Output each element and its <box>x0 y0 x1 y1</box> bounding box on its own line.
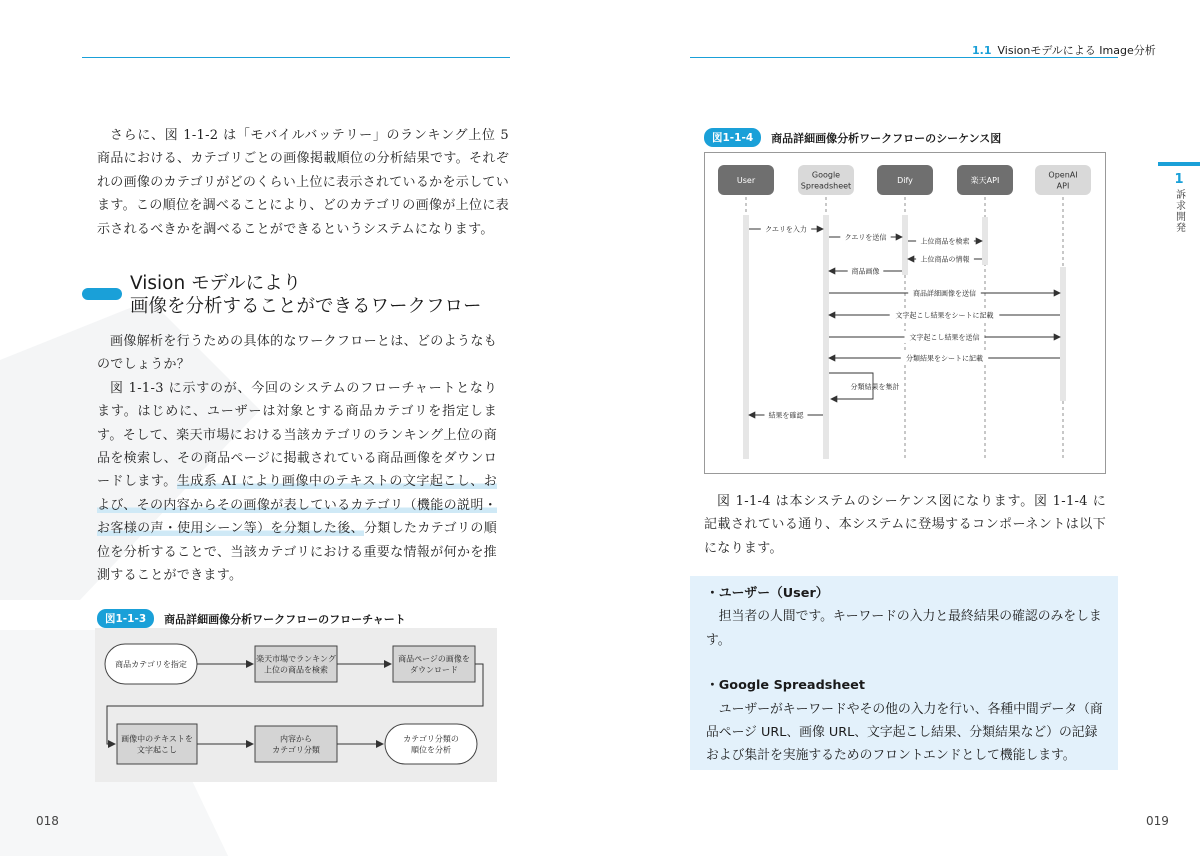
flow-node-label: 商品カテゴリを指定 <box>115 659 187 669</box>
section-title <box>130 272 530 318</box>
message-label: クエリを入力 <box>765 225 807 234</box>
figure-caption-1-1-3 <box>97 609 406 628</box>
section-marker <box>82 288 122 300</box>
figure-badge: 図1-1-3 <box>97 609 154 628</box>
participant-label: Google <box>811 170 841 180</box>
component-user-title: ・ユーザー（User） <box>706 586 829 601</box>
sequence-paragraph-text: 図 1-1-4 は本システムのシーケンス図になります。図 1-1-4 に記載されている通り、本システムに登場するコンポーネントは以下になります。 <box>704 494 1106 556</box>
paragraph-2-part1: 図 1-1-3 に示すのが、今回のシステムのフローチャートとなります。はじめに、ユーザーは対象とする商品カテゴリを指定します。そして、楽天市場における当該カテゴリのランキング上位の商品を検索し、その商品ページに掲載されている商品画像をダウンロードします。 <box>97 380 497 490</box>
header-rule <box>82 57 510 58</box>
message-label: 上位商品を検索 <box>920 237 970 246</box>
message-label: クエリを送信 <box>844 233 887 242</box>
component-user <box>706 582 1106 652</box>
figure-caption-1-1-4 <box>704 128 1001 147</box>
flow-node-label: カテゴリ分類の <box>403 734 459 744</box>
figure-caption-text: 商品詳細画像分析ワークフローのシーケンス図 <box>771 131 1002 145</box>
participant-label: API <box>1056 181 1070 191</box>
activation-bar <box>823 215 829 459</box>
flowchart <box>95 628 497 782</box>
components-list <box>706 582 1106 768</box>
component-spreadsheet <box>706 674 1106 768</box>
section-title-line1: Vision モデルにより <box>130 273 302 294</box>
message-label: 結果を確認 <box>768 411 804 420</box>
flow-node <box>255 726 337 762</box>
running-head-title: Visionモデルによる Image分析 <box>997 44 1156 57</box>
flow-node <box>255 646 337 682</box>
participant-label: OpenAI <box>1048 170 1078 180</box>
figure-caption-text: 商品詳細画像分析ワークフローのフローチャート <box>164 612 406 626</box>
sequence-diagram <box>704 152 1106 474</box>
flow-node-label: 順位を分析 <box>411 745 451 755</box>
chapter-tab-bar <box>1158 162 1200 166</box>
paragraph-1: 画像解析を行うための具体的なワークフローとは、どのようなものでしょうか？ <box>97 334 497 373</box>
figure-badge: 図1-1-4 <box>704 128 761 147</box>
component-spreadsheet-body: ユーザーがキーワードやその他の入力を行い、各種中間データ（商品ページ URL、画像 URL、文字起こし結果、分類結果など）の記録および集計を実施するためのフロントエンドとして機能します。 <box>706 701 1103 764</box>
paragraph-2-part3: 分類したカテゴリの順位を分析することで、当該カテゴリにおける重要な情報が何かを推測することができます。 <box>97 521 497 584</box>
paragraph-2 <box>97 377 497 588</box>
right-page <box>600 0 1200 856</box>
intro-paragraph <box>97 124 509 241</box>
message-label: 文字起こし結果を送信 <box>909 333 980 342</box>
flow-node <box>385 724 477 764</box>
activation-bar <box>902 215 908 275</box>
chapter-number: 1 <box>1174 172 1184 187</box>
flow-node-label: 楽天市場でランキング <box>256 654 336 664</box>
activation-bar <box>982 217 988 265</box>
message-label: 商品画像 <box>851 267 880 276</box>
flow-node <box>117 724 197 764</box>
component-user-body: 担当者の人間です。キーワードの入力と最終結果の確認のみをします。 <box>706 609 1102 648</box>
body-paragraphs <box>97 330 497 587</box>
intro-text: さらに、図 1-1-2 は「モバイルバッテリー」のランキング上位 5 商品における、カテゴリごとの画像掲載順位の分析結果です。それぞれの画像のカテゴリがどのくらい上位に表示されているかを示しています。この順位を調べることにより、どのカテゴリの画像が上位に表示されるべきかを調べることができるというシステムになります。 <box>97 128 509 237</box>
chapter-tab <box>1158 162 1200 233</box>
section-title-line2: 画像を分析することができるワークフロー <box>130 296 482 317</box>
chapter-title: 訴求開発 <box>1173 189 1185 233</box>
participant-label: User <box>736 175 756 185</box>
page-number-right: 019 <box>1146 814 1169 828</box>
participant-label: Spreadsheet <box>800 181 852 191</box>
highlighted-text: 生成系 AI により画像中のテキストの文字起こし、および、その内容からその画像が表しているカテゴリ（機能の説明・お客様の声・使用シーン等）を分類した後、 <box>97 474 498 537</box>
page-number-left: 018 <box>36 814 59 828</box>
flowchart-svg <box>95 628 497 782</box>
message-label: 分類結果を集計 <box>850 383 900 391</box>
activation-bar <box>1060 267 1066 401</box>
flow-node-label: 文字起こし <box>137 745 177 755</box>
participant-label: Dify <box>897 175 913 185</box>
component-spreadsheet-title: ・Google Spreadsheet <box>706 678 865 694</box>
flow-node-label: 商品ページの画像を <box>398 654 470 664</box>
sequence-paragraph <box>704 490 1106 560</box>
components-box <box>690 576 1118 770</box>
header-rule <box>690 57 1118 58</box>
flow-node-label: ダウンロード <box>410 665 458 675</box>
flow-node <box>393 646 475 682</box>
message-label: 上位商品の情報 <box>920 255 970 264</box>
participant-label: 楽天API <box>970 175 1000 185</box>
message-label: 文字起こし結果をシートに記載 <box>895 311 994 320</box>
message-label: 商品詳細画像を送信 <box>913 289 976 298</box>
running-head-number: 1.1 <box>972 44 992 57</box>
message-label: 分類結果をシートに記載 <box>906 354 983 363</box>
activation-bar <box>743 215 749 459</box>
flow-node-label: 上位の商品を検索 <box>264 665 328 675</box>
flow-node-label: カテゴリ分類 <box>272 745 320 755</box>
sequence-diagram-svg <box>705 153 1105 473</box>
running-head <box>972 42 1156 58</box>
flow-node-label: 内容から <box>280 734 312 744</box>
flow-node-label: 画像中のテキストを <box>121 734 193 744</box>
